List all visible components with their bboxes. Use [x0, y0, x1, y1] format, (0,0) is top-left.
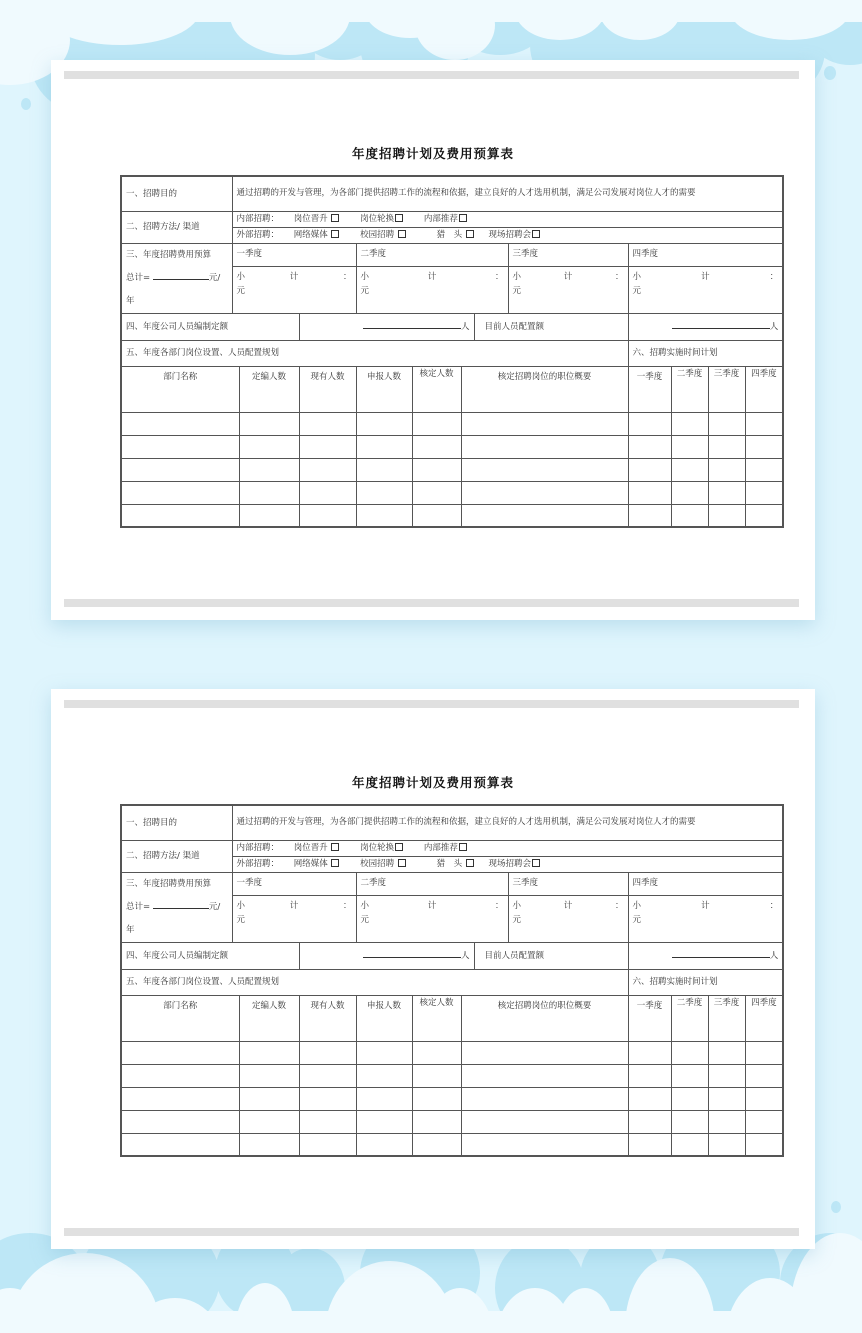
col-sched-q1: 一季度 — [628, 366, 671, 412]
q3-header: 三季度 — [508, 243, 628, 266]
checkbox-icon[interactable] — [459, 214, 467, 222]
recruitment-plan-table — [120, 804, 784, 1157]
quota-label: 四、年度公司人员编制定额 — [121, 942, 299, 969]
cell[interactable] — [628, 504, 671, 527]
cell[interactable] — [299, 481, 356, 504]
cell[interactable] — [299, 1133, 356, 1156]
schedule-label: 六、招聘实施时间计划 — [628, 340, 783, 366]
external-recruitment-label: 外部招聘： — [236, 859, 280, 869]
cell[interactable] — [356, 1064, 412, 1087]
cell[interactable] — [708, 1064, 745, 1087]
cell[interactable] — [412, 435, 461, 458]
quota-label: 四、年度公司人员编制定额 — [121, 313, 299, 340]
cell[interactable] — [671, 1087, 708, 1110]
col-sched-q4: 四季度 — [745, 366, 783, 412]
q2-header: 二季度 — [356, 872, 508, 895]
cell[interactable] — [628, 1064, 671, 1087]
cell[interactable] — [239, 1110, 299, 1133]
col-job-summary: 核定招聘岗位的职位概要 — [461, 366, 628, 412]
cell[interactable] — [412, 1133, 461, 1156]
option-referral[interactable]: 内部推荐 — [424, 841, 467, 855]
cell[interactable] — [708, 1110, 745, 1133]
document-title: 年度招聘计划及费用预算表 — [351, 775, 514, 790]
cell[interactable] — [121, 458, 239, 481]
cell[interactable] — [461, 1133, 628, 1156]
cell[interactable] — [708, 1041, 745, 1064]
cell[interactable] — [356, 481, 412, 504]
cell[interactable] — [671, 435, 708, 458]
col-dept-name: 部门名称 — [121, 995, 239, 1041]
cell[interactable] — [412, 412, 461, 435]
cell[interactable] — [708, 435, 745, 458]
col-requested: 申报人数 — [356, 366, 412, 412]
cell[interactable] — [745, 458, 783, 481]
table-row — [121, 412, 783, 435]
table-row — [121, 458, 783, 481]
cell[interactable] — [239, 1064, 299, 1087]
col-sched-q4: 四季度 — [745, 995, 783, 1041]
q1-subtotal[interactable]: 小 计 ： 元 — [232, 895, 356, 942]
q2-header: 二季度 — [356, 243, 508, 266]
cell[interactable] — [356, 435, 412, 458]
checkbox-icon[interactable] — [532, 230, 540, 238]
external-recruitment-label: 外部招聘： — [236, 230, 280, 240]
cell[interactable] — [121, 1087, 239, 1110]
cell[interactable] — [239, 412, 299, 435]
cell[interactable] — [745, 1041, 783, 1064]
cell[interactable] — [461, 435, 628, 458]
cell[interactable] — [628, 458, 671, 481]
cell[interactable] — [299, 1087, 356, 1110]
col-authorized: 定编人数 — [239, 366, 299, 412]
table-row — [121, 1110, 783, 1133]
table-row — [121, 1133, 783, 1156]
q1-header: 一季度 — [232, 872, 356, 895]
option-campus[interactable]: 校园招聘 — [360, 228, 406, 242]
col-sched-q1: 一季度 — [628, 995, 671, 1041]
internal-recruitment-label: 内部招聘： — [236, 214, 280, 224]
q3-subtotal[interactable]: 小 计 ： 元 — [508, 895, 628, 942]
checkbox-icon[interactable] — [466, 230, 474, 238]
cell[interactable] — [412, 1087, 461, 1110]
col-current: 现有人数 — [299, 995, 356, 1041]
cell[interactable] — [121, 1110, 239, 1133]
q2-subtotal[interactable]: 小 计 ： 元 — [356, 266, 508, 313]
current-staff-label: 目前人员配置额 — [474, 313, 628, 340]
q3-subtotal[interactable]: 小 计 ： 元 — [508, 266, 628, 313]
checkbox-icon[interactable] — [466, 859, 474, 867]
option-job-fair[interactable]: 现场招聘会 — [488, 857, 540, 871]
cell[interactable] — [239, 1041, 299, 1064]
option-online-media[interactable]: 网络媒体 — [294, 857, 340, 871]
q1-subtotal[interactable]: 小 计 ： 元 — [232, 266, 356, 313]
cell[interactable] — [299, 504, 356, 527]
cell[interactable] — [461, 1087, 628, 1110]
col-approved: 核定人数 — [412, 366, 461, 412]
option-referral[interactable]: 内部推荐 — [424, 212, 467, 226]
cell[interactable] — [356, 1110, 412, 1133]
document-title: 年度招聘计划及费用预算表 — [351, 146, 514, 161]
card-bottom-divider — [64, 1228, 799, 1236]
col-dept-name: 部门名称 — [121, 366, 239, 412]
cell[interactable] — [628, 1087, 671, 1110]
q4-subtotal[interactable]: 小 计 ： 元 — [628, 895, 783, 942]
cell[interactable] — [121, 1133, 239, 1156]
document-card-2 — [51, 689, 815, 1249]
q4-subtotal[interactable]: 小 计 ： 元 — [628, 266, 783, 313]
col-sched-q3: 三季度 — [708, 995, 745, 1041]
checkbox-icon[interactable] — [398, 230, 406, 238]
cell[interactable] — [412, 1041, 461, 1064]
table-row — [121, 1041, 783, 1064]
cell[interactable] — [299, 1110, 356, 1133]
cell[interactable] — [461, 481, 628, 504]
quota-value-field[interactable]: 人 — [299, 942, 474, 969]
cell[interactable] — [412, 481, 461, 504]
q4-header: 四季度 — [628, 872, 783, 895]
cell[interactable] — [671, 458, 708, 481]
budget-label: 三、年度招聘费用预算 总计= 元/ 年 — [121, 243, 232, 313]
cell[interactable] — [708, 504, 745, 527]
external-recruitment-row — [232, 227, 783, 243]
card-top-divider — [64, 71, 799, 79]
cell[interactable] — [412, 458, 461, 481]
cell[interactable] — [628, 435, 671, 458]
cell[interactable] — [121, 1064, 239, 1087]
current-staff-field[interactable]: 人 — [628, 942, 783, 969]
plan-label: 五、年度各部门岗位设置、人员配置规划 — [121, 969, 628, 995]
internal-recruitment-row — [232, 840, 783, 856]
col-approved: 核定人数 — [412, 995, 461, 1041]
cell[interactable] — [745, 412, 783, 435]
col-current: 现有人数 — [299, 366, 356, 412]
table-row — [121, 481, 783, 504]
cell[interactable] — [412, 1110, 461, 1133]
cell[interactable] — [121, 481, 239, 504]
method-label: 二、招聘方法/ 渠道 — [121, 211, 232, 243]
cell[interactable] — [671, 1133, 708, 1156]
cell[interactable] — [299, 435, 356, 458]
q3-header: 三季度 — [508, 872, 628, 895]
checkbox-icon[interactable] — [331, 214, 339, 222]
current-staff-label: 目前人员配置额 — [474, 942, 628, 969]
table-row — [121, 435, 783, 458]
cell[interactable] — [356, 1087, 412, 1110]
cell[interactable] — [299, 1041, 356, 1064]
q2-subtotal[interactable]: 小 计 ： 元 — [356, 895, 508, 942]
cell[interactable] — [461, 1041, 628, 1064]
checkbox-icon[interactable] — [459, 843, 467, 851]
checkbox-icon[interactable] — [331, 859, 339, 867]
cell[interactable] — [708, 458, 745, 481]
cell[interactable] — [239, 481, 299, 504]
table-row — [121, 504, 783, 527]
cell[interactable] — [356, 458, 412, 481]
checkbox-icon[interactable] — [395, 214, 403, 222]
cell[interactable] — [299, 1064, 356, 1087]
q4-header: 四季度 — [628, 243, 783, 266]
card-top-divider — [64, 700, 799, 708]
col-authorized: 定编人数 — [239, 995, 299, 1041]
cell[interactable] — [412, 504, 461, 527]
cell[interactable] — [671, 504, 708, 527]
q1-header: 一季度 — [232, 243, 356, 266]
cell[interactable] — [239, 1087, 299, 1110]
cell[interactable] — [356, 412, 412, 435]
cell[interactable] — [628, 412, 671, 435]
current-staff-field[interactable]: 人 — [628, 313, 783, 340]
cell[interactable] — [745, 504, 783, 527]
option-headhunter[interactable]: 猎 头 — [437, 857, 474, 871]
document-card-1 — [51, 60, 815, 620]
schedule-label: 六、招聘实施时间计划 — [628, 969, 783, 995]
cell[interactable] — [412, 1064, 461, 1087]
quota-value-field[interactable]: 人 — [299, 313, 474, 340]
table-row — [121, 1064, 783, 1087]
budget-label: 三、年度招聘费用预算 总计= 元/ 年 — [121, 872, 232, 942]
plan-label: 五、年度各部门岗位设置、人员配置规划 — [121, 340, 628, 366]
cell[interactable] — [708, 1133, 745, 1156]
checkbox-icon[interactable] — [398, 859, 406, 867]
checkbox-icon[interactable] — [331, 843, 339, 851]
cell[interactable] — [121, 504, 239, 527]
cell[interactable] — [708, 481, 745, 504]
external-recruitment-row — [232, 856, 783, 872]
cell[interactable] — [299, 412, 356, 435]
internal-recruitment-row — [232, 211, 783, 227]
cell[interactable] — [671, 1110, 708, 1133]
table-row — [121, 1087, 783, 1110]
cell[interactable] — [356, 1041, 412, 1064]
cell[interactable] — [121, 1041, 239, 1064]
cell[interactable] — [671, 1041, 708, 1064]
cell[interactable] — [356, 1133, 412, 1156]
purpose-label: 一、招聘目的 — [121, 176, 232, 211]
col-sched-q2: 二季度 — [671, 995, 708, 1041]
purpose-label: 一、招聘目的 — [121, 805, 232, 840]
budget-total-input[interactable] — [153, 270, 209, 280]
cell[interactable] — [461, 412, 628, 435]
cell[interactable] — [239, 504, 299, 527]
cell[interactable] — [745, 1064, 783, 1087]
checkbox-icon[interactable] — [395, 843, 403, 851]
cell[interactable] — [121, 412, 239, 435]
cell[interactable] — [628, 481, 671, 504]
cell[interactable] — [671, 1064, 708, 1087]
cell[interactable] — [121, 435, 239, 458]
cell[interactable] — [708, 412, 745, 435]
cell[interactable] — [745, 1087, 783, 1110]
cell[interactable] — [461, 504, 628, 527]
cell[interactable] — [745, 1110, 783, 1133]
cell[interactable] — [461, 1110, 628, 1133]
cell[interactable] — [239, 435, 299, 458]
option-online-media[interactable]: 网络媒体 — [294, 228, 340, 242]
purpose-text: 通过招聘的开发与管理，为各部门提供招聘工作的流程和依据，建立良好的人才选用机制，满足公司发展对岗位人才的需要 — [232, 176, 783, 211]
checkbox-icon[interactable] — [331, 230, 339, 238]
recruitment-plan-table — [120, 175, 784, 528]
purpose-text: 通过招聘的开发与管理，为各部门提供招聘工作的流程和依据，建立良好的人才选用机制，满足公司发展对岗位人才的需要 — [232, 805, 783, 840]
cell[interactable] — [461, 458, 628, 481]
cell[interactable] — [239, 1133, 299, 1156]
option-headhunter[interactable]: 猎 头 — [437, 228, 474, 242]
option-job-fair[interactable]: 现场招聘会 — [488, 228, 540, 242]
internal-recruitment-label: 内部招聘： — [236, 843, 280, 853]
cell[interactable] — [461, 1064, 628, 1087]
card-bottom-divider — [64, 599, 799, 607]
cell[interactable] — [628, 1041, 671, 1064]
method-label: 二、招聘方法/ 渠道 — [121, 840, 232, 872]
cell[interactable] — [671, 481, 708, 504]
option-campus[interactable]: 校园招聘 — [360, 857, 406, 871]
cell[interactable] — [708, 1087, 745, 1110]
budget-total-input[interactable] — [153, 899, 209, 909]
cell[interactable] — [745, 1133, 783, 1156]
cell[interactable] — [628, 1110, 671, 1133]
col-job-summary: 核定招聘岗位的职位概要 — [461, 995, 628, 1041]
cell[interactable] — [745, 481, 783, 504]
cell[interactable] — [671, 412, 708, 435]
option-rotation[interactable]: 岗位轮换 — [360, 841, 403, 855]
cell[interactable] — [239, 458, 299, 481]
option-rotation[interactable]: 岗位轮换 — [360, 212, 403, 226]
checkbox-icon[interactable] — [532, 859, 540, 867]
col-sched-q2: 二季度 — [671, 366, 708, 412]
cell[interactable] — [745, 435, 783, 458]
cell[interactable] — [356, 504, 412, 527]
cell[interactable] — [628, 1133, 671, 1156]
col-requested: 申报人数 — [356, 995, 412, 1041]
col-sched-q3: 三季度 — [708, 366, 745, 412]
option-promotion[interactable]: 岗位晋升 — [294, 841, 340, 855]
option-promotion[interactable]: 岗位晋升 — [294, 212, 340, 226]
cell[interactable] — [299, 458, 356, 481]
